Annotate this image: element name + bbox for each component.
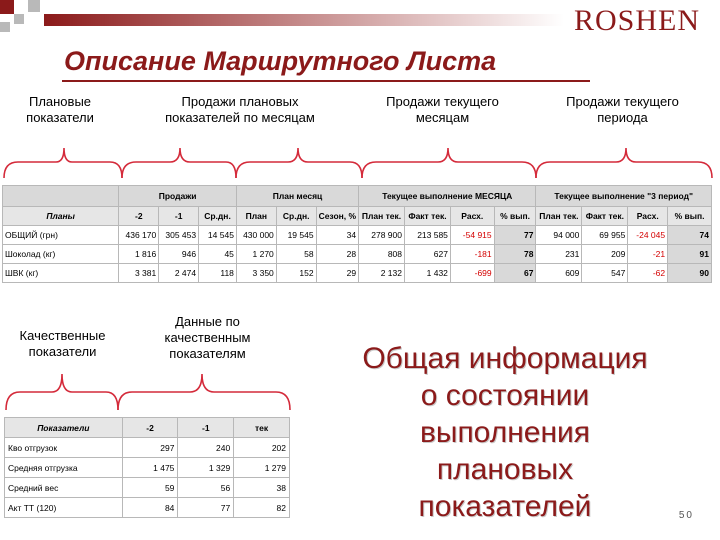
table-cell: 808 [359,245,405,264]
title-underline [62,80,590,82]
table-cell: 1 475 [122,458,178,478]
label-qualitative: Качественные показатели [19,328,106,359]
column-header: Показатели [5,418,123,438]
table-cell: 69 955 [582,226,628,245]
column-header: План [236,207,276,226]
corner-square [14,14,24,24]
table-cell: 28 [316,245,359,264]
group-plan-month: План месяц [236,186,358,207]
column-header: -2 [119,207,159,226]
group-sales: Продажи [119,186,237,207]
label-planned: Плановые показатели [26,94,94,125]
table-cell: 77 [178,498,234,518]
table-cell: 3 350 [236,264,276,283]
table-cell: 1 329 [178,458,234,478]
column-header: План тек. [359,207,405,226]
table-row [3,226,712,245]
table-cell: 213 585 [405,226,451,245]
plan-table [2,185,712,283]
table-cell: 45 [199,245,237,264]
table-cell: 58 [276,245,316,264]
quality-table [4,417,290,518]
plan-table-header-row [3,207,712,226]
top-braces [0,140,720,182]
table-cell: -181 [450,245,494,264]
group-current-month: Текущее выполнение МЕСЯЦА [359,186,536,207]
column-header: Ср.дн. [276,207,316,226]
label-qualitative-data: Данные по качественным показателям [164,314,251,361]
label-sales-plan-month: Продажи плановых показателей по месяцам [165,94,315,125]
column-header: Факт тек. [405,207,451,226]
brace-current-month [362,148,536,178]
table-cell: 209 [582,245,628,264]
label-sales-current-period: Продажи текущего периода [566,94,679,125]
table-cell: 1 816 [119,245,159,264]
table-cell: 436 170 [119,226,159,245]
table-cell: -24 045 [628,226,668,245]
brace-qualitative [6,374,118,410]
column-header: Расх. [628,207,668,226]
page-number: 50 [678,510,694,521]
table-cell: 2 474 [159,264,199,283]
brace-qualitative-data [118,374,290,410]
row-label: Средняя отгрузка [5,458,123,478]
table-cell: 59 [122,478,178,498]
brace-sales-plan [122,148,236,178]
table-cell: 152 [276,264,316,283]
column-header: % вып. [668,207,712,226]
table-cell: 430 000 [236,226,276,245]
brace-current-period [536,148,712,178]
header-gradient-bar [44,14,564,26]
roshen-logo: ROSHEN [573,4,700,37]
table-cell: -21 [628,245,668,264]
table-cell: 91 [668,245,712,264]
table-cell: 547 [582,264,628,283]
column-header: -1 [159,207,199,226]
table-row [5,458,290,478]
table-row [3,264,712,283]
group-empty [3,186,119,207]
table-cell: 1 270 [236,245,276,264]
table-cell: 34 [316,226,359,245]
column-header: Факт тек. [582,207,628,226]
column-header: % вып. [494,207,536,226]
lower-braces [0,364,300,414]
table-cell: 609 [536,264,582,283]
group-current-period: Текущее выполнение "3 период" [536,186,712,207]
table-cell: -54 915 [450,226,494,245]
column-header: -2 [122,418,178,438]
table-cell: 1 432 [405,264,451,283]
table-cell: 627 [405,245,451,264]
quality-table-header-row [5,418,290,438]
table-row [5,438,290,458]
corner-square [0,22,10,32]
label-sales-current-month: Продажи текущего месяцам [386,94,499,125]
column-header: Расх. [450,207,494,226]
table-cell: 278 900 [359,226,405,245]
table-cell: 56 [178,478,234,498]
table-cell: 240 [178,438,234,458]
table-cell: 946 [159,245,199,264]
table-cell: 297 [122,438,178,458]
table-cell: 84 [122,498,178,518]
column-header: тек [234,418,290,438]
table-cell: 77 [494,226,536,245]
table-cell: 90 [668,264,712,283]
table-cell: 1 279 [234,458,290,478]
table-row [5,498,290,518]
row-label: Кво отгрузок [5,438,123,458]
table-cell: 2 132 [359,264,405,283]
summary-text: Общая информация о состоянии выполнения плановых показателей [362,342,648,523]
table-cell: 38 [234,478,290,498]
table-cell: 202 [234,438,290,458]
corner-square [0,0,14,14]
corner-header: Планы [3,207,119,226]
table-cell: 3 381 [119,264,159,283]
column-header: -1 [178,418,234,438]
brace-plan-month [236,148,362,178]
row-label: Шоколад (кг) [3,245,119,264]
table-cell: 19 545 [276,226,316,245]
table-cell: 118 [199,264,237,283]
table-cell: 305 453 [159,226,199,245]
page-title: Описание Маршрутного Листа [64,46,497,76]
table-cell: -62 [628,264,668,283]
table-cell: 231 [536,245,582,264]
row-label: ШВК (кг) [3,264,119,283]
table-cell: 29 [316,264,359,283]
table-cell: 78 [494,245,536,264]
table-row [3,245,712,264]
table-cell: 74 [668,226,712,245]
row-label: Средний вес [5,478,123,498]
brace-planned [4,148,122,178]
table-cell: 14 545 [199,226,237,245]
column-header: Сезон, % [316,207,359,226]
row-label: ОБЩИЙ (грн) [3,226,119,245]
table-row [5,478,290,498]
corner-square [28,0,40,12]
table-cell: -699 [450,264,494,283]
table-cell: 67 [494,264,536,283]
table-cell: 94 000 [536,226,582,245]
table-cell: 82 [234,498,290,518]
column-header: План тек. [536,207,582,226]
plan-table-group-row [3,186,712,207]
row-label: Акт ТТ (120) [5,498,123,518]
column-header: Ср.дн. [199,207,237,226]
